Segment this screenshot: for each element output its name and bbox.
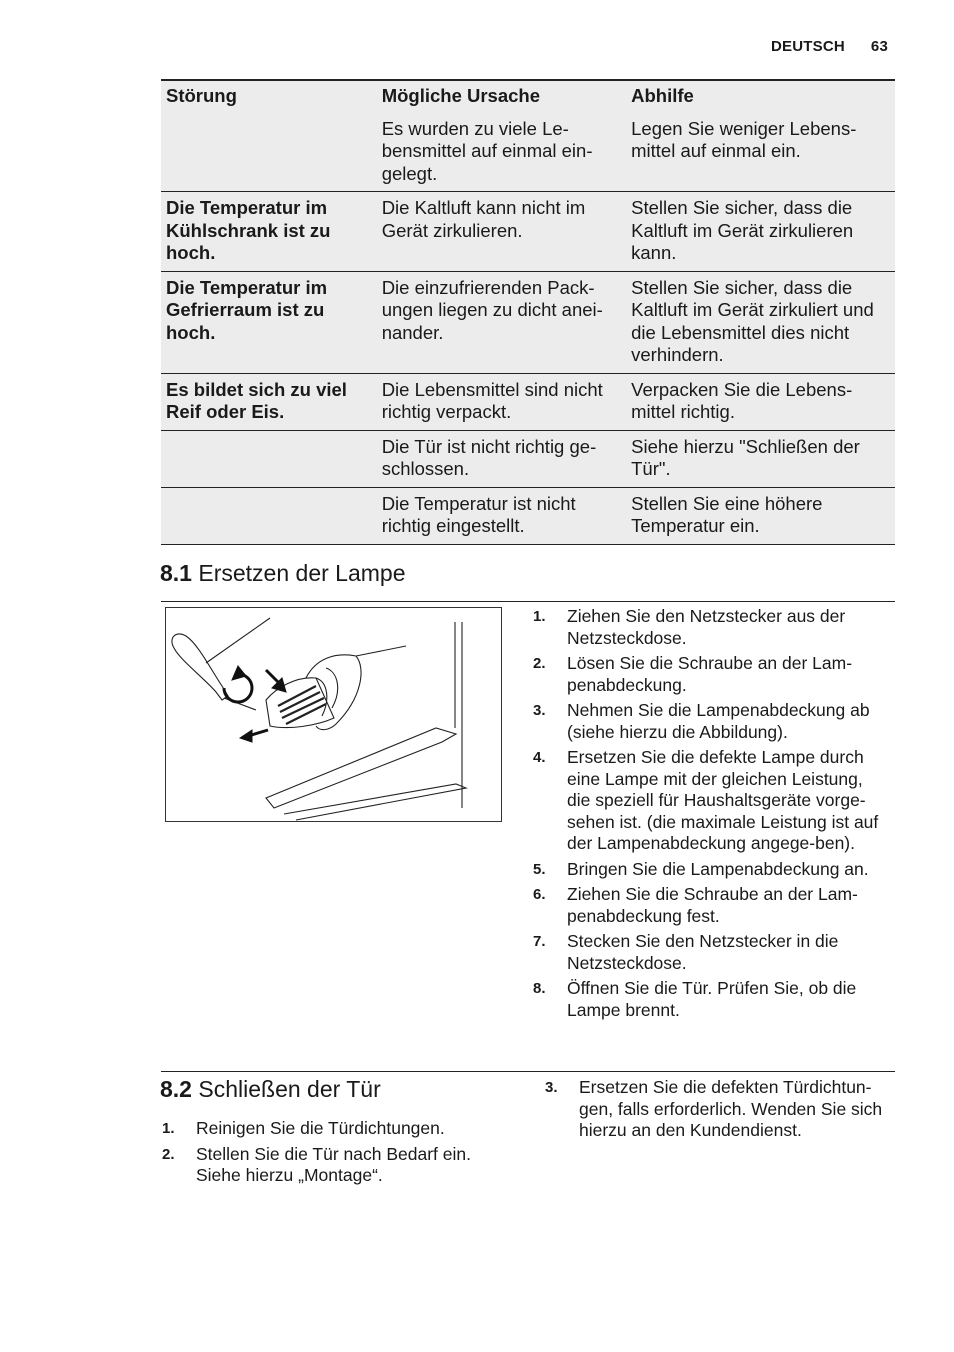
section-title-text: Schließen der Tür (198, 1076, 381, 1102)
column-header-remedy: Abhilfe (626, 80, 895, 113)
cell-cause: Es wurden zu viele Le-bensmittel auf einmal ein-gelegt. (377, 113, 626, 192)
list-item (545, 1077, 893, 1142)
column-header-problem: Störung (161, 80, 377, 113)
list-item (533, 931, 889, 974)
cell-remedy: Stellen Sie eine höhere Temperatur ein. (626, 487, 895, 544)
step-number: 3. (545, 1079, 558, 1096)
cell-remedy: Verpacken Sie die Lebens-mittel richtig. (626, 373, 895, 430)
step-text: Ersetzen Sie die defekten Türdichtun-gen, falls erforderlich. Wenden Sie sich hierzu an den Kundendienst. (579, 1077, 883, 1140)
step-text: Ersetzen Sie die defekte Lampe durch eine Lampe mit der gleichen Leistung, die speziell für Haushaltsgeräte vorge-sehen ist. (die maximale Leistung ist auf der Lampenabdeckung angege-ben). (567, 747, 879, 853)
cell-cause: Die Tür ist nicht richtig ge-schlossen. (377, 430, 626, 487)
section-title-text: Ersetzen der Lampe (198, 560, 406, 586)
header-language: DEUTSCH (771, 38, 845, 55)
cell-problem (161, 113, 377, 192)
page-header (771, 38, 888, 55)
cell-remedy: Siehe hierzu "Schließen der Tür". (626, 430, 895, 487)
step-text: Stellen Sie die Tür nach Bedarf ein. Siehe hierzu „Montage“. (196, 1143, 471, 1185)
step-number: 6. (533, 886, 546, 903)
table-row (161, 271, 895, 373)
step-number: 2. (162, 1145, 175, 1163)
list-item (533, 859, 889, 881)
cell-cause: Die Lebensmittel sind nicht richtig verpackt. (377, 373, 626, 430)
section-divider (161, 601, 895, 602)
list-item (533, 653, 889, 696)
table-row (161, 373, 895, 430)
section-8-1-title (160, 560, 406, 587)
table-row (161, 113, 895, 192)
lamp-steps-list (533, 606, 889, 1025)
step-text: Ziehen Sie den Netzstecker aus der Netzsteckdose. (567, 606, 846, 648)
step-text: Lösen Sie die Schraube an der Lam-penabdeckung. (567, 653, 853, 695)
step-text: Bringen Sie die Lampenabdeckung an. (567, 858, 869, 879)
list-item (533, 606, 889, 649)
cell-problem: Es bildet sich zu viel Reif oder Eis. (161, 373, 377, 430)
step-text: Reinigen Sie die Türdichtungen. (196, 1118, 445, 1138)
cell-problem: Die Temperatur im Kühlschrank ist zu hoch. (161, 192, 377, 272)
table-row (161, 430, 895, 487)
step-text: Stecken Sie den Netzstecker in die Netzsteckdose. (567, 931, 839, 973)
cell-remedy: Stellen Sie sicher, dass die Kaltluft im Gerät zirkulieren kann. (626, 192, 895, 272)
cell-cause: Die einzufrierenden Pack-ungen liegen zu dicht anei-nander. (377, 271, 626, 373)
column-header-cause: Mögliche Ursache (377, 80, 626, 113)
cell-problem (161, 430, 377, 487)
list-item (162, 1118, 498, 1140)
troubleshooting-table (161, 79, 895, 545)
section-divider (161, 1071, 895, 1072)
section-8-2-title (160, 1076, 381, 1103)
step-number: 8. (533, 980, 546, 997)
step-text: Öffnen Sie die Tür. Prüfen Sie, ob die Lampe brennt. (567, 978, 857, 1020)
list-item (162, 1144, 498, 1187)
table-row (161, 192, 895, 272)
list-item (533, 978, 889, 1021)
edge-line (206, 618, 270, 663)
screwdriver-handle (172, 634, 228, 700)
cell-problem (161, 487, 377, 544)
list-item (533, 884, 889, 927)
section-number: 8.1 (160, 560, 192, 586)
section-number: 8.2 (160, 1076, 192, 1102)
step-number: 7. (533, 933, 546, 950)
step-number: 5. (533, 860, 546, 878)
table-row (161, 487, 895, 544)
door-steps-list-left (162, 1118, 498, 1191)
lamp-replacement-illustration (165, 607, 502, 822)
step-number: 4. (533, 749, 546, 766)
step-number: 2. (533, 655, 546, 672)
door-steps-list-right (545, 1077, 893, 1146)
lamp-cover-drawing (166, 608, 501, 821)
step-number: 3. (533, 702, 546, 719)
list-item (533, 700, 889, 743)
list-item (533, 747, 889, 855)
step-text: Nehmen Sie die Lampenabdeckung ab (siehe hierzu die Abbildung). (567, 700, 870, 742)
cell-cause: Die Temperatur ist nicht richtig eingestellt. (377, 487, 626, 544)
page-number: 63 (870, 38, 888, 55)
step-number: 1. (162, 1120, 175, 1137)
cell-remedy: Legen Sie weniger Lebens-mittel auf einmal ein. (626, 113, 895, 192)
step-number: 1. (533, 608, 546, 625)
cell-remedy: Stellen Sie sicher, dass die Kaltluft im Gerät zirkuliert und die Lebensmittel dies nicht verhindern. (626, 271, 895, 373)
cell-problem: Die Temperatur im Gefrierraum ist zu hoch. (161, 271, 377, 373)
cell-cause: Die Kaltluft kann nicht im Gerät zirkulieren. (377, 192, 626, 272)
step-text: Ziehen Sie die Schraube an der Lam-penabdeckung fest. (567, 884, 858, 926)
